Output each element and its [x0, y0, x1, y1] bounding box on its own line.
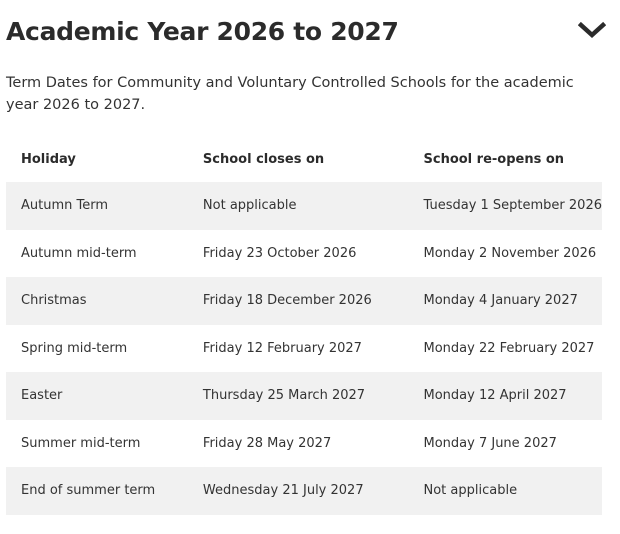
table-row [6, 372, 602, 420]
column-header-closes: School closes on [202, 151, 325, 167]
accordion-title[interactable]: Academic Year 2026 to 2027 [6, 17, 399, 46]
table-row [6, 467, 602, 515]
closes-cell: Friday 23 October 2026 [202, 245, 357, 261]
table-row [6, 230, 602, 278]
holiday-cell: Summer mid-term [21, 435, 141, 451]
closes-cell: Friday 18 December 2026 [188, 277, 409, 325]
table-row [6, 325, 602, 373]
reopens-cell: Not applicable [409, 467, 603, 515]
table-row [6, 277, 602, 325]
chevron-down-icon[interactable] [578, 18, 606, 42]
term-dates-table [6, 136, 602, 515]
table-row [6, 182, 602, 230]
accordion-header[interactable] [6, 14, 610, 50]
holiday-cell: Autumn Term [6, 182, 188, 230]
reopens-cell: Monday 12 April 2027 [409, 372, 603, 420]
closes-cell: Wednesday 21 July 2027 [188, 467, 409, 515]
closes-cell: Not applicable [188, 182, 409, 230]
closes-cell: Friday 12 February 2027 [202, 340, 362, 356]
closes-cell: Friday 28 May 2027 [202, 435, 332, 451]
column-header-holiday: Holiday [21, 151, 76, 167]
holiday-cell: Easter [6, 372, 188, 420]
column-header-reopens: School re-opens on [423, 151, 565, 167]
holiday-cell: Autumn mid-term [21, 245, 137, 261]
reopens-cell: Monday 4 January 2027 [409, 277, 603, 325]
holiday-cell: End of summer term [6, 467, 188, 515]
holiday-cell: Christmas [6, 277, 188, 325]
holiday-cell: Spring mid-term [21, 340, 128, 356]
reopens-cell: Tuesday 1 September 2026 [409, 182, 603, 230]
table-row [6, 420, 602, 468]
intro-text: Term Dates for Community and Voluntary Controlled Schools for the academic year 2026 to 2027. [6, 75, 574, 113]
closes-cell: Thursday 25 March 2027 [188, 372, 409, 420]
reopens-cell: Monday 22 February 2027 [423, 340, 595, 356]
reopens-cell: Monday 7 June 2027 [423, 435, 557, 451]
reopens-cell: Monday 2 November 2026 [423, 245, 597, 261]
table-header-row [6, 136, 602, 182]
